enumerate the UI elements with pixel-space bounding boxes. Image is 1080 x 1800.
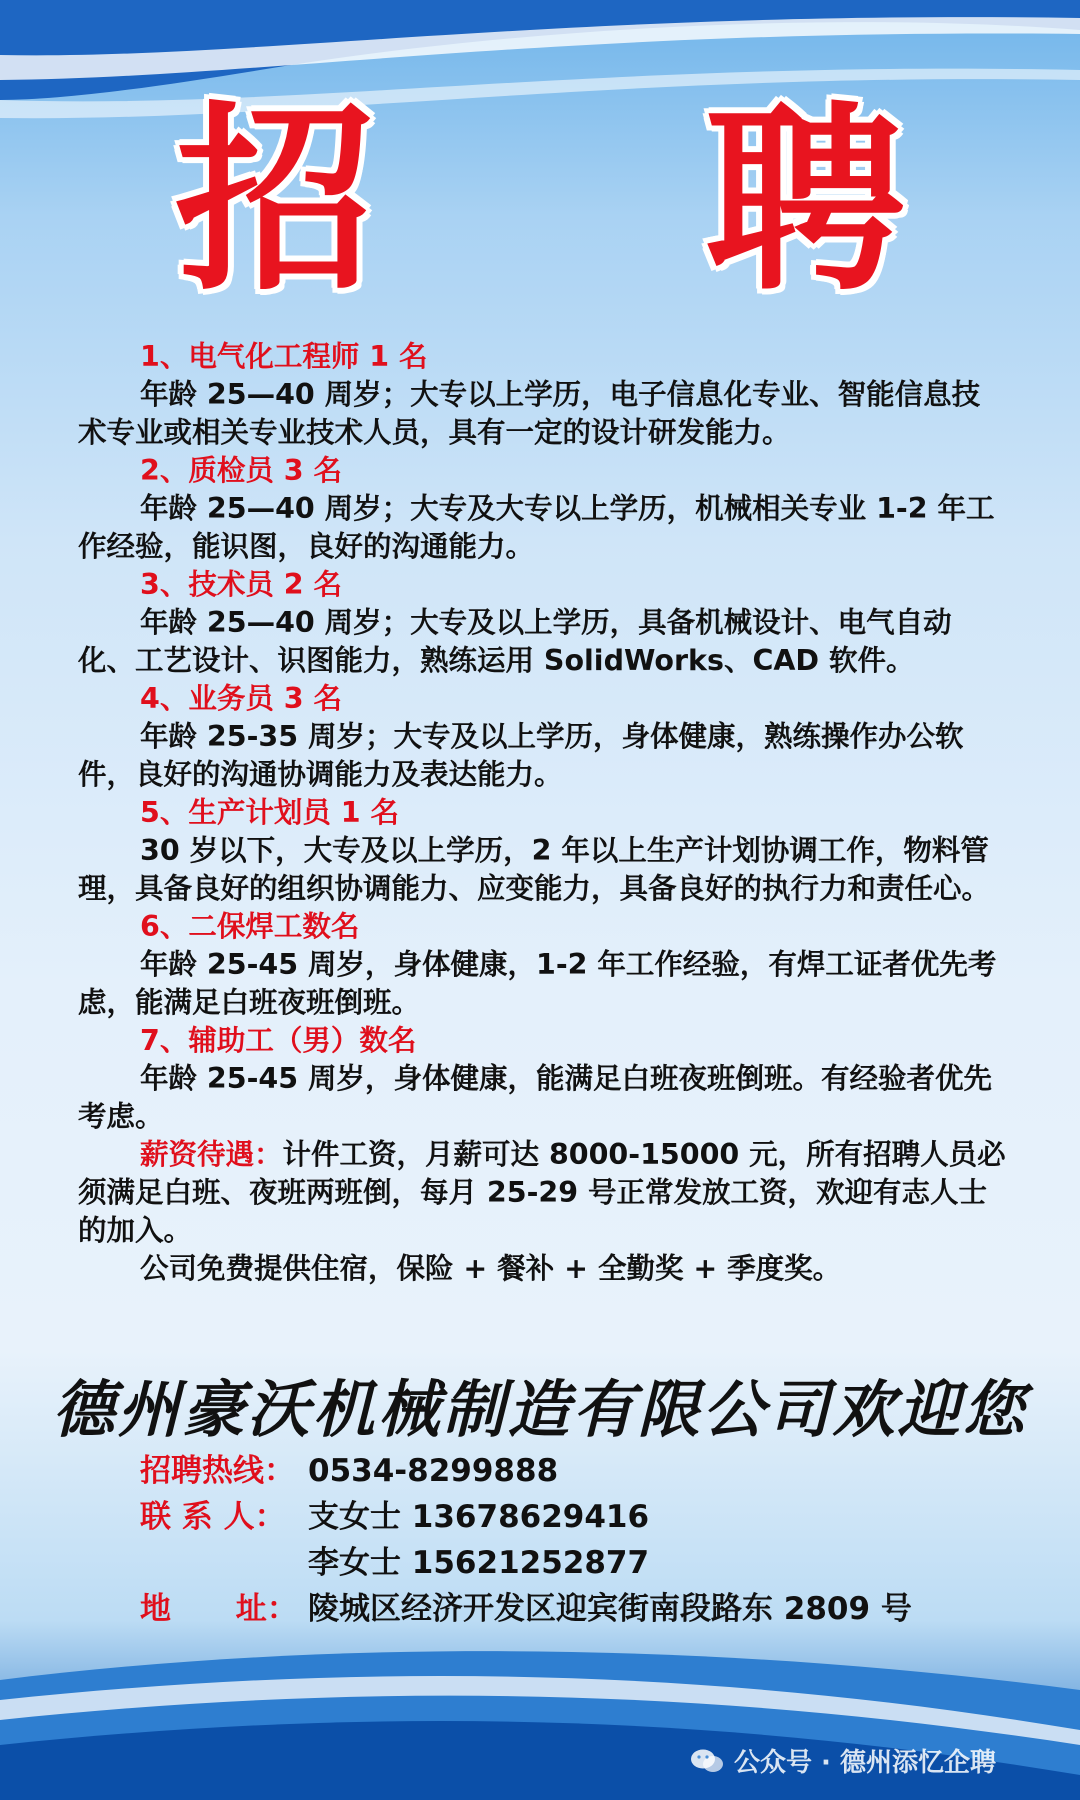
contact-person-label: 联 系 人： — [140, 1499, 286, 1535]
job-item — [78, 566, 1008, 680]
job-item — [78, 1022, 1008, 1136]
job-item — [78, 680, 1008, 794]
job-description: 30 岁以下，大专及以上学历，2 年以上生产计划协调工作，物料管理，具备良好的组织协调能力、应变能力，具备良好的执行力和责任心。 — [78, 834, 991, 905]
job-title: 3、技术员 2 名 — [140, 568, 343, 601]
job-item — [78, 908, 1008, 1022]
job-item — [78, 338, 1008, 452]
job-item — [78, 794, 1008, 908]
contact-block — [140, 1448, 912, 1632]
contact-person-2: 李女士 15621252877 — [308, 1545, 650, 1581]
job-title: 5、生产计划员 1 名 — [140, 796, 400, 829]
address-row — [140, 1586, 912, 1632]
job-title: 6、二保焊工数名 — [140, 910, 360, 943]
contact-person-1: 支女士 13678629416 — [308, 1499, 650, 1535]
salary-info — [78, 1136, 1008, 1250]
salary-text: 计件工资，月薪可达 8000-15000 元，所有招聘人员必须满足白班、夜班两班倒，每月 25-29 号正常发放工资，欢迎有志人士的加入。 — [78, 1138, 1006, 1247]
job-title: 1、电气化工程师 1 名 — [140, 340, 428, 373]
job-item — [78, 452, 1008, 566]
address-text: 陵城区经济开发区迎宾街南段路东 2809 号 — [308, 1591, 912, 1627]
job-description: 年龄 25-45 周岁，身体健康，能满足白班夜班倒班。有经验者优先考虑。 — [78, 1062, 992, 1133]
company-slogan: 德州豪沃机械制造有限公司欢迎您 — [52, 1373, 1028, 1446]
contact-person-row-2 — [140, 1540, 912, 1586]
job-description: 年龄 25—40 周岁；大专及大专以上学历，机械相关专业 1-2 年工作经验，能识图，良好的沟通能力。 — [78, 492, 995, 563]
watermark — [690, 1742, 996, 1779]
job-title: 4、业务员 3 名 — [140, 682, 343, 715]
hotline-label: 招聘热线： — [140, 1453, 295, 1489]
salary-label: 薪资待遇： — [140, 1138, 283, 1171]
job-title: 7、辅助工（男）数名 — [140, 1024, 417, 1057]
job-description: 年龄 25-45 周岁，身体健康，1-2 年工作经验，有焊工证者优先考虑，能满足白班夜班倒班。 — [78, 948, 997, 1019]
watermark-text: 公众号 · 德州添忆企聘 — [734, 1748, 996, 1778]
job-description: 年龄 25-35 周岁；大专及以上学历，身体健康，熟练操作办公软件，良好的沟通协调能力及表达能力。 — [78, 720, 964, 791]
hotline-row — [140, 1448, 912, 1494]
benefits-text: 公司免费提供住宿，保险 + 餐补 + 全勤奖 + 季度奖。 — [140, 1252, 842, 1285]
contact-person-row — [140, 1494, 912, 1540]
job-description: 年龄 25—40 周岁；大专以上学历，电子信息化专业、智能信息技术专业或相关专业技术人员，具有一定的设计研发能力。 — [78, 378, 981, 449]
page-title: 招 聘 — [175, 85, 1035, 318]
job-title: 2、质检员 3 名 — [140, 454, 343, 487]
wechat-icon — [690, 1748, 724, 1774]
address-label: 地 址： — [140, 1591, 298, 1627]
job-list — [78, 338, 1008, 1288]
hotline-number: 0534-8299888 — [308, 1453, 559, 1489]
job-description: 年龄 25—40 周岁；大专及以上学历，具备机械设计、电气自动化、工艺设计、识图能力，熟练运用 SolidWorks、CAD 软件。 — [78, 606, 952, 677]
